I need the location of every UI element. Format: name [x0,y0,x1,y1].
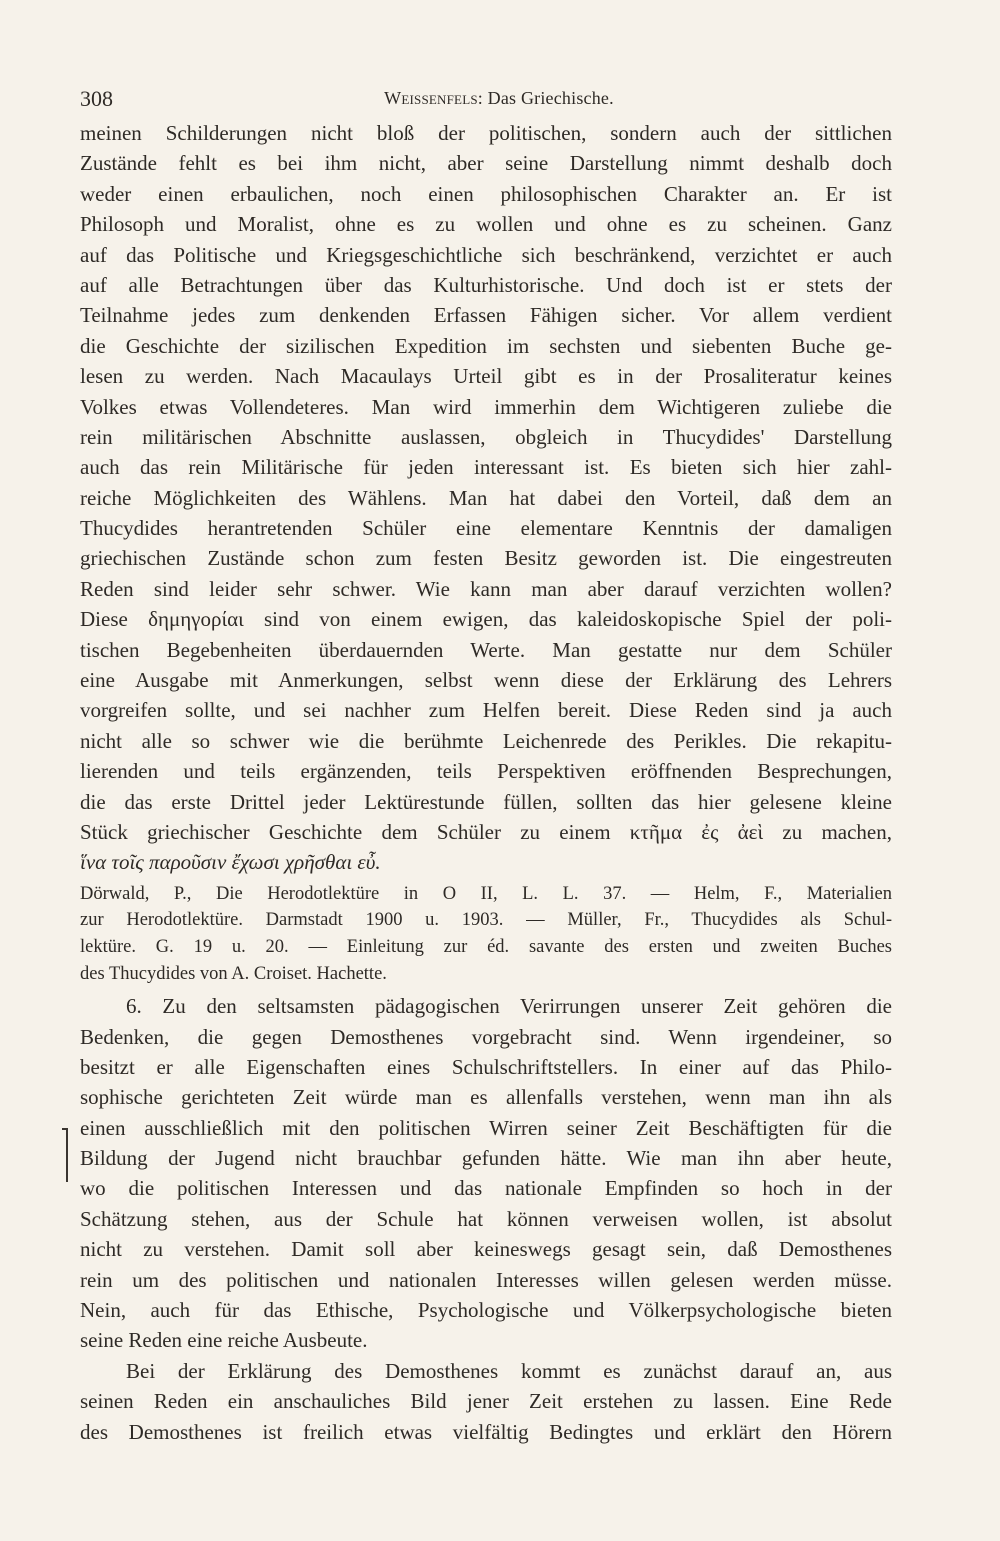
page-header [80,86,918,116]
text-line: die Geschichte der sizilischen Expedition im sechsten und siebenten Buche ge- [80,333,892,358]
text-line: Bedenken, die gegen Demosthenes vorgebracht sind. Wenn irgendeiner, so [80,1024,892,1049]
text-line: Philosoph und Moralist, ohne es zu wollen und ohne es zu scheinen. Ganz [80,212,892,237]
running-head [80,88,918,109]
text-line: lesen zu werden. Nach Macaulays Urteil gibt es in der Prosaliteratur keines [80,364,892,389]
text-line: rein militärischen Abschnitte auslassen, obgleich in Thucydides' Darstellung [80,424,892,449]
text-line: besitzt er alle Eigenschaften eines Schulschriftstellers. In einer auf das Philo- [80,1054,892,1079]
text-line: auf alle Betrachtungen über das Kulturhistorische. Und doch ist er stets der [80,272,892,297]
text-line: meinen Schilderungen nicht bloß der politischen, sondern auch der sittlichen [80,121,892,145]
text-line: einen ausschließlich mit den politischen Wirren seiner Zeit Beschäftigten für die [80,1115,892,1140]
page-body [80,118,892,1447]
text-line: des Demosthenes ist freilich etwas vielfältig Bedingtes und erklärt den Hörern [80,1419,892,1444]
text-line: Reden sind leider sehr schwer. Wie kann man aber darauf verzichten wollen? [80,576,892,601]
page-number: 308 [80,86,113,111]
text-line: eine Ausgabe mit Anmerkungen, selbst wenn diese der Erklärung des Lehrers [80,668,892,693]
text-line: auf das Politische und Kriegsgeschichtliche sich beschränkend, verzichtet er auch [80,242,892,267]
text-line: seine Reden eine reiche Ausbeute. [80,1328,368,1353]
text-line: Bildung der Jugend nicht brauchbar gefunden hätte. Wie man ihn aber heute, [80,1146,892,1171]
text-line: reiche Möglichkeiten des Wählens. Man hat dabei den Vorteil, daß dem an [80,485,892,510]
reference-line: des Thucydides von A. Croiset. Hachette. [80,963,387,984]
text-line: Bei der Erklärung des Demosthenes kommt es zunächst darauf an, aus [126,1358,892,1383]
reference-list [80,881,892,987]
text-line: Zustände fehlt es bei ihm nicht, aber seine Darstellung nimmt deshalb doch [80,151,892,176]
running-head-author: Weissenfels [384,88,478,108]
text-line: ἵνα τοῖς παροῦσιν ἔχωσι χρῆσθαι εὖ. [80,850,381,875]
text-line: Nein, auch für das Ethische, Psychologische und Völkerpsychologische bieten [80,1298,892,1323]
text-line: die das erste Drittel jeder Lektürestunde füllen, sollten das hier gelesene kleine [80,789,892,814]
text-line: weder einen erbaulichen, noch einen philosophischen Charakter an. Er ist [80,181,892,206]
margin-mark-line [66,1130,68,1182]
text-line: vorgreifen sollte, und sei nachher zum Helfen bereit. Diese Reden sind ja auch [80,698,892,723]
text-line: griechischen Zustände schon zum festen Besitz geworden ist. Die eingestreuten [80,546,892,571]
text-line: 6. Zu den seltsamsten pädagogischen Verirrungen unserer Zeit gehören die [126,994,892,1019]
text-line: Teilnahme jedes zum denkenden Erfassen Fähigen sicher. Vor allem verdient [80,303,892,328]
text-line: Thucydides herantretenden Schüler eine elementare Kenntnis der damaligen [80,516,892,541]
reference-line: lektüre. G. 19 u. 20. — Einleitung zur éd. savante des ersten und zweiten Buches [80,936,892,957]
paragraph-thucydides [80,118,892,878]
text-line: nicht alle so schwer wie die berühmte Leichenrede des Perikles. Die rekapitu- [80,728,892,753]
text-line: Volkes etwas Vollendeteres. Man wird immerhin dem Wichtigeren zuliebe die [80,394,892,419]
text-line: tischen Begebenheiten überdauernden Werte. Man gestatte nur dem Schüler [80,637,892,662]
text-line: seinen Reden ein anschauliches Bild jener Zeit erstehen zu lassen. Eine Rede [80,1389,892,1414]
text-line: lierenden und teils ergänzenden, teils Perspektiven eröffnenden Besprechungen, [80,759,892,784]
text-line: Schätzung stehen, aus der Schule hat können verweisen wollen, ist absolut [80,1206,892,1231]
paragraph-erklaerung [80,1356,892,1447]
text-line: rein um des politischen und nationalen Interesses willen gelesen werden müsse. [80,1267,892,1292]
text-line: Stück griechischer Geschichte dem Schüler zu einem κτῆμα ἐς ἀεὶ zu machen, [80,819,892,844]
text-line: auch das rein Militärische für jeden interessant ist. Es bieten sich hier zahl- [80,455,892,480]
text-line: wo die politischen Interessen und das nationale Empfinden so hoch in der [80,1176,892,1201]
running-head-title: : Das Griechische. [477,88,614,108]
reference-line: zur Herodotlektüre. Darmstadt 1900 u. 1903. — Müller, Fr., Thucydides als Schul- [80,910,892,931]
reference-line: Dörwald, P., Die Herodotlektüre in O II, L. L. 37. — Helm, F., Materialien [80,883,892,904]
paragraph-demosthenes [80,991,892,1356]
text-line: Diese δημηγορίαι sind von einem ewigen, das kaleidoskopische Spiel der poli- [80,607,892,632]
text-line: sophische gerichteten Zeit würde man es allenfalls verstehen, wenn man ihn als [80,1085,892,1110]
text-line: nicht zu verstehen. Damit soll aber keineswegs gesagt sein, daß Demosthenes [80,1237,892,1262]
